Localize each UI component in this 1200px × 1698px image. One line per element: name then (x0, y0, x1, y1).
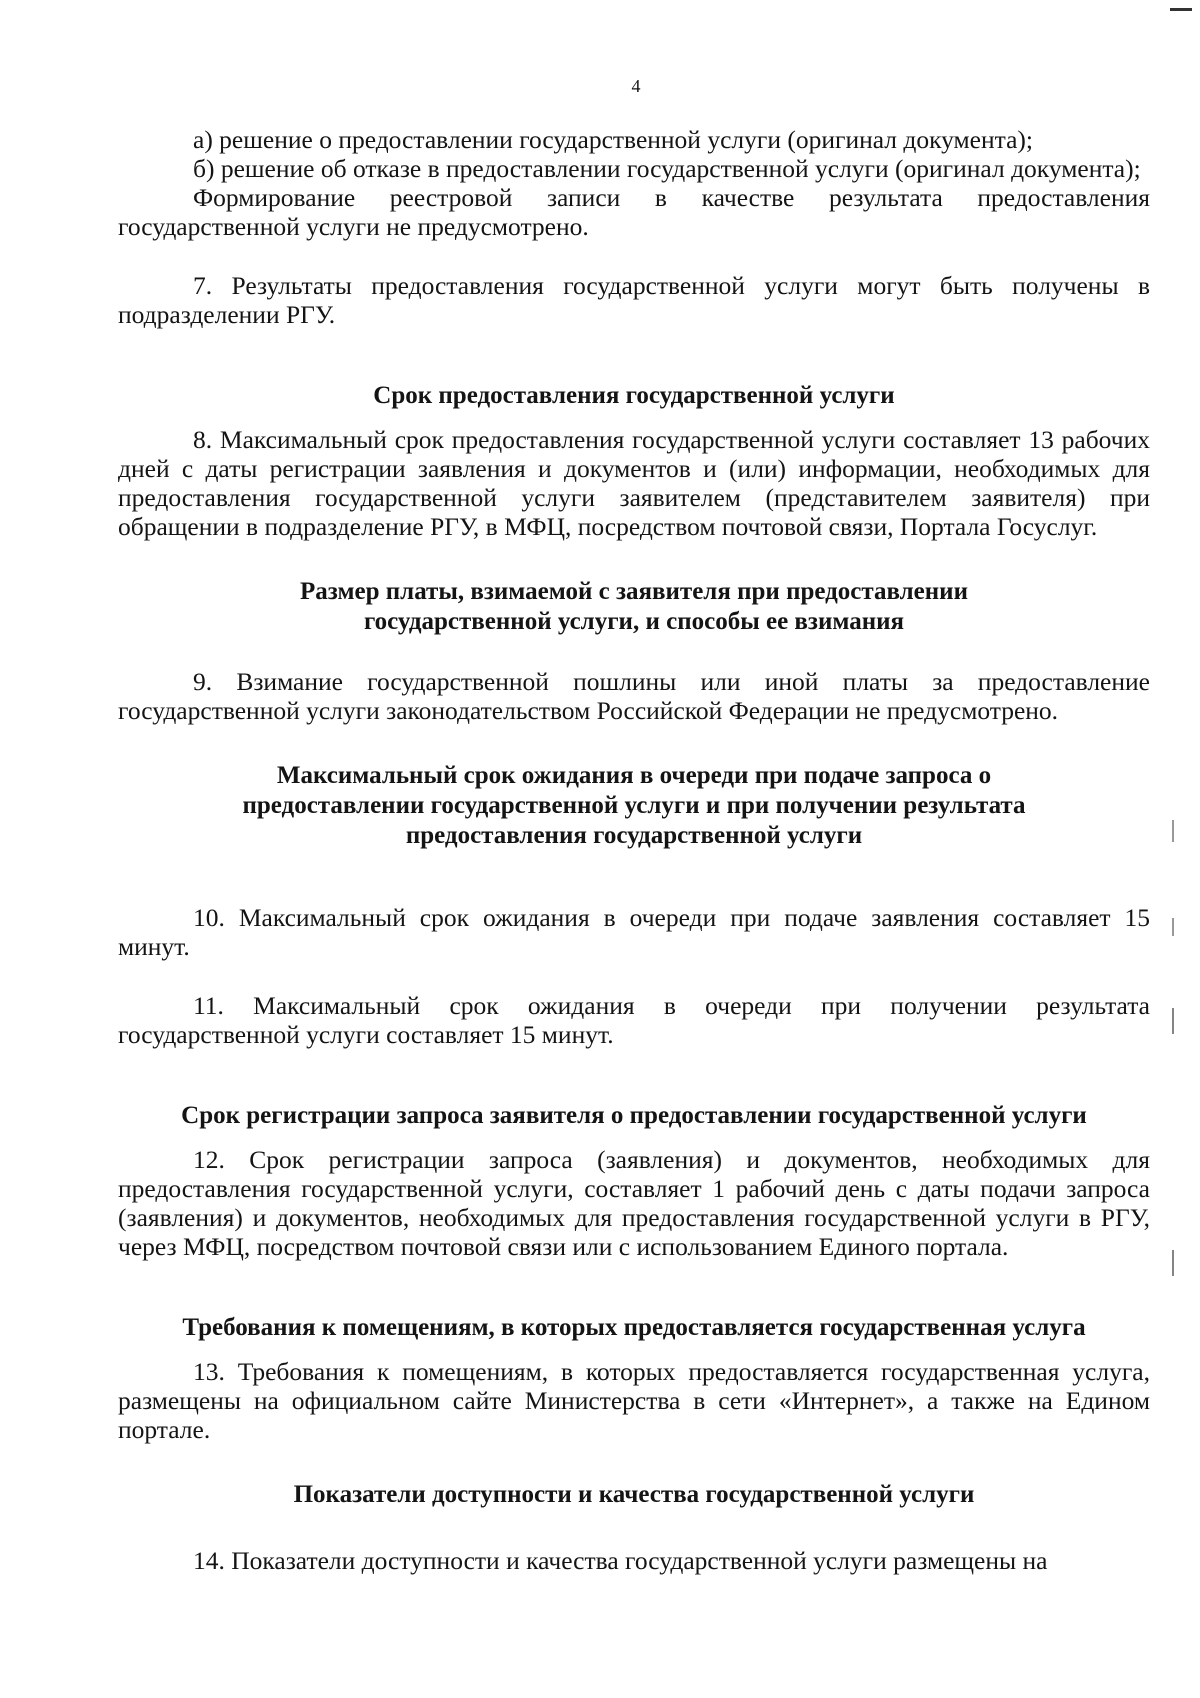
spacer (118, 1343, 1150, 1357)
spacer (118, 329, 1150, 381)
spacer (118, 851, 1150, 903)
paragraph-12: 12. Срок регистрации запроса (заявления) и документов, необходимых для предоставления государственной услуги, составляет 1 рабочий день с даты подачи запроса (заявления) и документов, необходимых для предоставления государственной услуги в РГУ, через МФЦ, посредством почтовой связи или с использованием Единого портала. (118, 1145, 1150, 1261)
heading-fee-line-2: государственной услуги, и способы ее взимания (363, 608, 905, 635)
heading-queue-line-3: предоставления государственной услуги (405, 822, 863, 849)
paragraph-7: 7. Результаты предоставления государственной услуги могут быть получены в подразделении РГУ. (118, 271, 1150, 329)
spacer (118, 411, 1150, 425)
spacer (118, 1049, 1150, 1101)
paragraph-10: 10. Максимальный срок ожидания в очереди при подаче заявления составляет 15 минут. (118, 903, 1150, 961)
spacer (118, 725, 1150, 761)
scan-edge-mark (1172, 918, 1174, 936)
heading-premises: Требования к помещениям, в которых предоставляется государственная услуга (182, 1314, 1086, 1341)
heading-term: Срок предоставления государственной услуги (373, 382, 895, 409)
spacer (118, 637, 1150, 667)
heading-queue-line-1: Максимальный срок ожидания в очереди при подаче запроса о (276, 762, 992, 789)
paragraph-13: 13. Требования к помещениям, в которых предоставляется государственная услуга, размещены на официальном сайте Министерства в сети «Интернет», а также на Едином портале. (118, 1357, 1150, 1444)
spacer (118, 1131, 1150, 1145)
document-body (118, 125, 1150, 1575)
scan-edge-mark (1172, 1008, 1174, 1034)
spacer (118, 241, 1150, 271)
paragraph-8: 8. Максимальный срок предоставления государственной услуги составляет 13 рабочих дней с даты регистрации заявления и документов и (или) информации, необходимых для предоставления государственной услуги заявителем (представителем заявителя) при обращении в подразделение РГУ, в МФЦ, посредством почтовой связи, Портала Госуслуг. (118, 425, 1150, 541)
page-number: 4 (631, 76, 641, 96)
scan-edge-mark (1172, 820, 1174, 842)
heading-indicators: Показатели доступности и качества государственной услуги (293, 1481, 975, 1508)
spacer (118, 1261, 1150, 1313)
spacer (118, 1444, 1150, 1480)
spacer (118, 541, 1150, 577)
list-item-b: б) решение об отказе в предоставлении государственной услуги (оригинал документа); (193, 154, 1141, 183)
heading-fee-line-1: Размер платы, взимаемой с заявителя при предоставлении (300, 578, 968, 605)
list-item-a: а) решение о предоставлении государственной услуги (оригинал документа); (193, 125, 1033, 154)
heading-registration: Срок регистрации запроса заявителя о предоставлении государственной услуги (181, 1102, 1087, 1129)
scan-edge-mark (1172, 1250, 1174, 1276)
spacer (118, 961, 1150, 991)
scan-edge-mark (1170, 8, 1192, 11)
heading-queue-line-2: предоставлении государственной услуги и при получении результата (242, 792, 1026, 819)
paragraph-9: 9. Взимание государственной пошлины или иной платы за предоставление государственной услуги законодательством Российской Федерации не предусмотрено. (118, 667, 1150, 725)
paragraph-11: 11. Максимальный срок ожидания в очереди при получении результата государственной услуги составляет 15 минут. (118, 991, 1150, 1049)
registry-note: Формирование реестровой записи в качестве результата предоставления государственной услуги не предусмотрено. (118, 183, 1150, 241)
paragraph-14: 14. Показатели доступности и качества государственной услуги размещены на (193, 1546, 1048, 1575)
spacer (118, 1510, 1150, 1546)
